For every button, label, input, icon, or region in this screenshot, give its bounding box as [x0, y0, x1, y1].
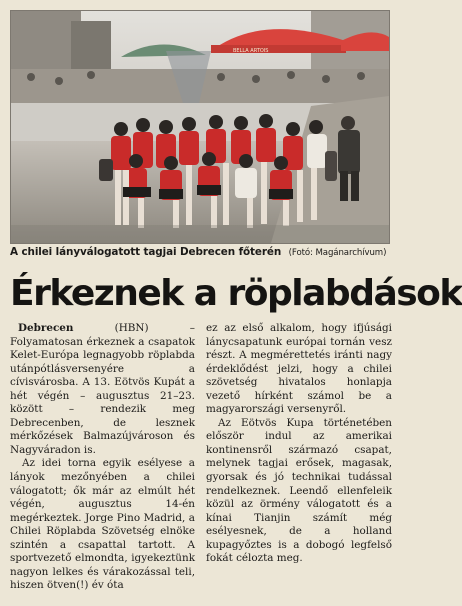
- article-column-left: [10, 322, 195, 604]
- dateline: Debrecen: [18, 322, 74, 334]
- svg-text:BELLA ARTOIS: BELLA ARTOIS: [233, 48, 269, 54]
- paragraph-1-text: (HBN) – Folyamatosan érkeznek a csapatok Kelet-Európa legnagyobb röplabda utánpótlásversenyére a cívisvárosba. A 13. Eötvös Kupát a hét végén – augusztus 21–23. között – rendezik meg Debrecenben, de lesznek mérkőzések Balmazújvároson és Nagyváradon is.: [10, 322, 195, 456]
- paragraph-2: Az idei torna egyik esélyese a lányok mezőnyében a chilei válogatott; ők már az elmúlt hét végén, augusztus 14-én megérkeztek. Jorge Pino Madrid, a Chilei Röplabda Szövetség elnöke szintén a csapattal tartott. A sportvezető elmondta, igyekeztünk nagyon lelkes és várakozással teli, hiszen ötven(!) év óta: [10, 457, 195, 592]
- photo-credit: (Fotó: Magánarchívum): [288, 248, 387, 258]
- team-photo: [10, 10, 390, 244]
- photo-caption: [10, 246, 394, 262]
- paragraph-1: [10, 322, 195, 457]
- article-column-right: [206, 322, 392, 604]
- headline: Érkeznek a röplabdások: [10, 273, 462, 314]
- paragraph-3: ez az első alkalom, hogy ifjúsági lánycsapatunk európai tornán vesz részt. A megmérettetés iránti nagy érdeklődést jelzi, hogy a chilei szövetség hivatalos honlapja vezető hírként számol be a magyarországi versenyről.: [206, 322, 392, 416]
- caption-text: A chilei lányválogatott tagjai Debrecen főterén: [10, 246, 282, 258]
- team-photo-image: [11, 11, 389, 243]
- paragraph-4: Az Eötvös Kupa történetében először indul az amerikai kontinensről származó csapat, melynek tagjai erősek, magasak, gyorsak és jó technikai tudással rendelkeznek. Leendő ellenfeleik közül az örmény válogatott és a kínai Tianjin számít még esélyesnek, de a holland kupagyőztes is a dobogó legfelső fokát célozta meg.: [206, 416, 392, 565]
